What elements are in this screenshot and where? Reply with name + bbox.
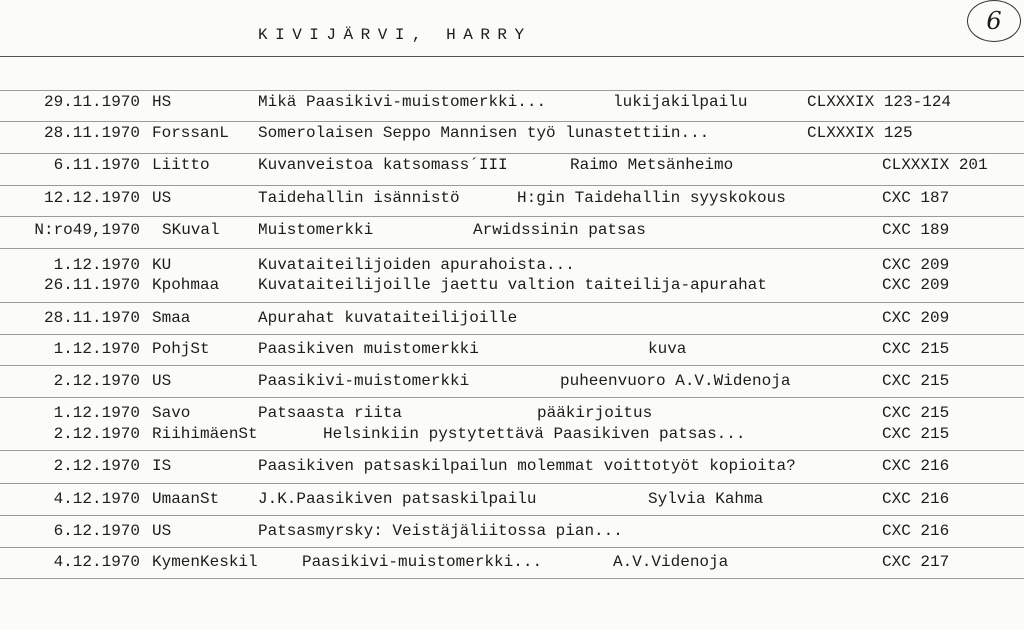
entry-date: 4.12.1970 bbox=[53, 490, 140, 508]
entry-reference: CXC 215 bbox=[882, 340, 950, 358]
entry-date: 28.11.1970 bbox=[43, 124, 140, 142]
entry-reference: CXC 209 bbox=[882, 309, 950, 327]
row-rule bbox=[0, 90, 1024, 91]
entry-title: Paasikivi-muistomerkki... bbox=[302, 553, 543, 571]
person-name: KIVIJÄRVI, HARRY bbox=[258, 26, 532, 44]
entry-title: Apurahat kuvataiteilijoille bbox=[258, 309, 518, 327]
entry-date: 28.11.1970 bbox=[43, 309, 140, 327]
entry-date: 2.12.1970 bbox=[53, 425, 140, 443]
entry-source: US bbox=[152, 189, 172, 207]
page-number: 6 bbox=[967, 0, 1021, 42]
row-rule bbox=[0, 334, 1024, 335]
entry-title: Patsaasta riita bbox=[258, 404, 403, 422]
row-rule bbox=[0, 483, 1024, 484]
entry-title: Muistomerkki bbox=[258, 221, 374, 239]
entry-reference: CXC 189 bbox=[882, 221, 950, 239]
row-rule bbox=[0, 547, 1024, 548]
entry-reference: CXC 216 bbox=[882, 490, 950, 508]
entry-source: IS bbox=[152, 457, 172, 475]
entry-note: Sylvia Kahma bbox=[648, 490, 764, 508]
entry-reference: CLXXXIX 125 bbox=[807, 124, 913, 142]
entry-reference: CXC 216 bbox=[882, 522, 950, 540]
entry-reference: CXC 215 bbox=[882, 372, 950, 390]
row-rule bbox=[0, 397, 1024, 398]
entry-title: Paasikiven patsaskilpailun molemmat voittotyöt kopioita? bbox=[258, 457, 796, 475]
entry-reference: CXC 209 bbox=[882, 276, 950, 294]
entry-source: HS bbox=[152, 93, 172, 111]
entry-title: Mikä Paasikivi-muistomerkki... bbox=[258, 93, 547, 111]
entry-source: KymenKeskil bbox=[152, 553, 258, 571]
row-rule bbox=[0, 365, 1024, 366]
entry-date: 2.12.1970 bbox=[53, 372, 140, 390]
entry-title: Taidehallin isännistö bbox=[258, 189, 460, 207]
entry-date: 1.12.1970 bbox=[53, 404, 140, 422]
entry-note: puheenvuoro A.V.Widenoja bbox=[560, 372, 791, 390]
row-rule bbox=[0, 578, 1024, 579]
entry-source: UmaanSt bbox=[152, 490, 220, 508]
entry-title: J.K.Paasikiven patsaskilpailu bbox=[258, 490, 537, 508]
entry-source: US bbox=[152, 372, 172, 390]
entry-date: 1.12.1970 bbox=[53, 340, 140, 358]
entry-source: Savo bbox=[152, 404, 191, 422]
entry-title: Paasikiven muistomerkki bbox=[258, 340, 479, 358]
entry-title: Patsasmyrsky: Veistäjäliitossa pian... bbox=[258, 522, 623, 540]
entry-reference: CXC 209 bbox=[882, 256, 950, 274]
entry-reference: CLXXXIX 123-124 bbox=[807, 93, 952, 111]
entry-date: 26.11.1970 bbox=[43, 276, 140, 294]
entry-note: pääkirjoitus bbox=[537, 404, 653, 422]
entry-source: US bbox=[152, 522, 172, 540]
row-rule bbox=[0, 302, 1024, 303]
entry-reference: CXC 215 bbox=[882, 404, 950, 422]
entry-reference: CLXXXIX 201 bbox=[882, 156, 988, 174]
entry-date: 4.12.1970 bbox=[53, 553, 140, 571]
row-rule bbox=[0, 450, 1024, 451]
entry-note: lukijakilpailu bbox=[613, 93, 748, 111]
entry-date: 29.11.1970 bbox=[43, 93, 140, 111]
entry-source: Liitto bbox=[152, 156, 210, 174]
entry-note: kuva bbox=[648, 340, 687, 358]
entry-title: Kuvataiteilijoiden apurahoista... bbox=[258, 256, 575, 274]
entry-source: SKuval bbox=[162, 221, 220, 239]
entry-source: Smaa bbox=[152, 309, 191, 327]
entry-title: Paasikivi-muistomerkki bbox=[258, 372, 470, 390]
entry-title: Kuvanveistoa katsomass´III bbox=[258, 156, 508, 174]
entry-note: H:gin Taidehallin syyskokous bbox=[517, 189, 786, 207]
entry-reference: CXC 215 bbox=[882, 425, 950, 443]
row-rule bbox=[0, 121, 1024, 122]
entry-reference: CXC 217 bbox=[882, 553, 950, 571]
row-rule bbox=[0, 248, 1024, 249]
entry-date: 1.12.1970 bbox=[53, 256, 140, 274]
entry-note: A.V.Videnoja bbox=[613, 553, 729, 571]
entry-reference: CXC 216 bbox=[882, 457, 950, 475]
row-rule bbox=[0, 153, 1024, 154]
entry-date: 6.12.1970 bbox=[53, 522, 140, 540]
entry-source: KU bbox=[152, 256, 172, 274]
header-divider bbox=[0, 56, 1024, 57]
entry-source: RiihimäenSt bbox=[152, 425, 258, 443]
row-rule bbox=[0, 185, 1024, 186]
entry-title: Helsinkiin pystytettävä Paasikiven patsas... bbox=[323, 425, 746, 443]
entry-note: Arwidssinin patsas bbox=[473, 221, 646, 239]
entry-date: 6.11.1970 bbox=[53, 156, 140, 174]
entry-date: 2.12.1970 bbox=[53, 457, 140, 475]
entry-source: Kpohmaa bbox=[152, 276, 220, 294]
entry-date: N:ro49,1970 bbox=[34, 221, 140, 239]
entry-reference: CXC 187 bbox=[882, 189, 950, 207]
entry-title: Kuvataiteilijoille jaettu valtion taiteilija-apurahat bbox=[258, 276, 767, 294]
row-rule bbox=[0, 216, 1024, 217]
entry-note: Raimo Metsänheimo bbox=[570, 156, 734, 174]
entry-date: 12.12.1970 bbox=[43, 189, 140, 207]
entry-source: PohjSt bbox=[152, 340, 210, 358]
entry-title: Somerolaisen Seppo Mannisen työ lunastettiin... bbox=[258, 124, 710, 142]
entry-source: ForssanL bbox=[152, 124, 229, 142]
row-rule bbox=[0, 515, 1024, 516]
